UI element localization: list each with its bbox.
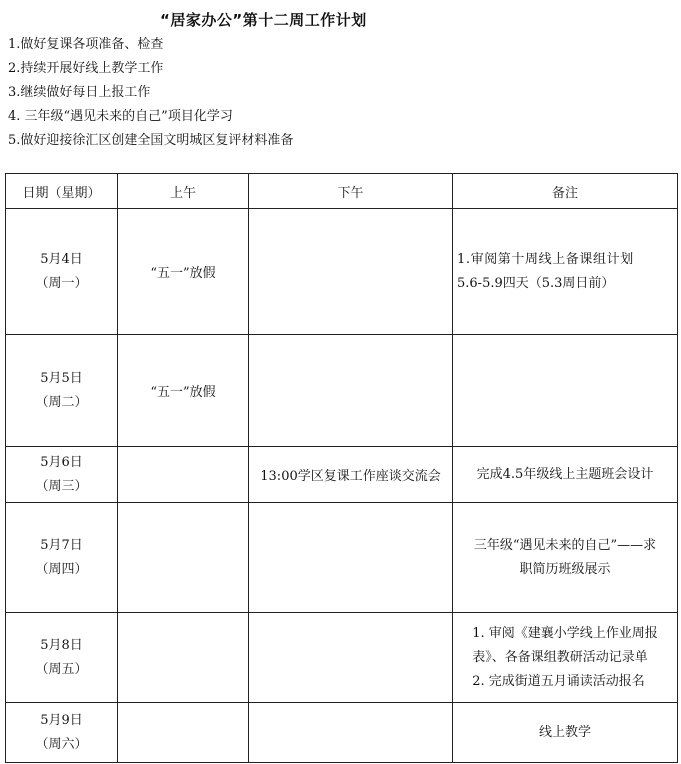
morning-cell: [118, 613, 249, 703]
afternoon-cell: [249, 613, 453, 703]
weekday-label: （周三）: [35, 478, 88, 494]
notes-cell: [453, 335, 678, 447]
morning-cell: [118, 703, 249, 763]
header-morning: 上午: [118, 174, 249, 209]
note-line: 2. 完成街道五月诵读活动报名: [472, 673, 645, 689]
date-cell: [6, 703, 118, 763]
morning-cell: “五一”放假: [118, 335, 249, 447]
weekday-label: （周二）: [35, 394, 88, 410]
note-line: 线上教学: [538, 724, 591, 740]
notes-cell: [453, 447, 678, 503]
weekday-label: （周六）: [35, 736, 88, 752]
header-afternoon: 下午: [249, 174, 453, 209]
date-cell: [6, 503, 118, 613]
note-line: 完成4.5年级线上主题班会设计: [476, 466, 654, 482]
date-label: 5月4日: [40, 251, 83, 267]
notes-cell: [453, 613, 678, 703]
note-line: 职简历班级展示: [519, 561, 611, 577]
header-date: 日期（星期）: [6, 174, 118, 209]
afternoon-cell: 13:00学区复课工作座谈交流会: [249, 447, 453, 503]
task-item: 4. 三年级“遇见未来的自己”项目化学习: [8, 109, 233, 124]
note-line: 1. 审阅《建襄小学线上作业周报: [472, 625, 658, 641]
afternoon-cell: [249, 335, 453, 447]
note-line: 1.审阅第十周线上备课组计划: [457, 251, 634, 267]
task-item: 3.继续做好每日上报工作: [8, 85, 151, 100]
table-row: [6, 613, 678, 703]
date-cell: [6, 209, 118, 335]
date-cell: [6, 613, 118, 703]
weekday-label: （周一）: [35, 275, 88, 291]
note-line: 三年级“遇见未来的自己”——求: [473, 537, 657, 553]
morning-cell: “五一”放假: [118, 209, 249, 335]
afternoon-cell: [249, 209, 453, 335]
afternoon-cell: [249, 703, 453, 763]
date-label: 5月9日: [40, 712, 83, 728]
notes-cell: [453, 503, 678, 613]
notes-cell: [453, 703, 678, 763]
date-label: 5月5日: [40, 370, 83, 386]
date-cell: [6, 335, 118, 447]
table-row: [6, 503, 678, 613]
task-list: [8, 33, 293, 153]
morning-cell: [118, 447, 249, 503]
weekly-plan-table: [5, 173, 678, 763]
task-item: 1.做好复课各项准备、检查: [8, 37, 164, 52]
table-row: [6, 209, 678, 335]
header-notes: 备注: [453, 174, 678, 209]
task-item: 5.做好迎接徐汇区创建全国文明城区复评材料准备: [8, 133, 294, 148]
date-cell: [6, 447, 118, 503]
table-row: [6, 447, 678, 503]
task-item: 2.持续开展好线上教学工作: [8, 61, 164, 76]
document-title: “居家办公”第十二周工作计划: [160, 11, 367, 29]
weekday-label: （周四）: [35, 561, 88, 577]
note-list: [472, 622, 658, 694]
table-header-row: [6, 174, 678, 209]
morning-cell: [118, 503, 249, 613]
note-line: 表》、各备课组教研活动记录单: [472, 649, 648, 665]
weekday-label: （周五）: [35, 661, 88, 677]
note-line: 5.6-5.9四天（5.3周日前）: [457, 275, 615, 291]
table-row: [6, 335, 678, 447]
date-label: 5月8日: [40, 637, 83, 653]
date-label: 5月7日: [40, 537, 83, 553]
notes-cell: [453, 209, 678, 335]
afternoon-cell: [249, 503, 453, 613]
table-row: [6, 703, 678, 763]
date-label: 5月6日: [40, 454, 83, 470]
